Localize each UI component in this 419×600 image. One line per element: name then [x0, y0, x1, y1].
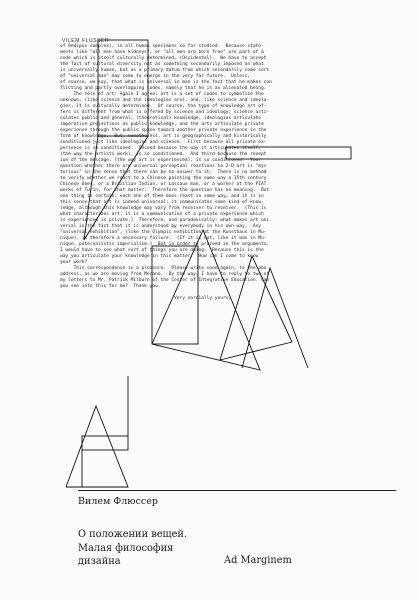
- letter-line: ments like "all men have kidneys", or "all men are born free" are part of a: [60, 50, 264, 55]
- letter-line: what characterizes art: it is a communication of a private experience which: [60, 212, 264, 217]
- letter-line: Very cordially yours,: [60, 296, 232, 301]
- letter-line: the fact of cultural diversity not as something secondarily imposed on what: [60, 62, 264, 67]
- letter-line: of course, we say, that what is universal in man is the fact that he makes con: [60, 80, 272, 85]
- cover-title-line-1: О положении вещей.: [78, 529, 188, 540]
- cover-author: Вилем Флюссер: [78, 496, 158, 507]
- letter-line: my letters to Mr. Patrick Milburn of the Center of Integrative Education. Can: [60, 278, 270, 283]
- overlay-triangle-bottom: [66, 406, 128, 487]
- cover-title-line-2: Малая философия: [78, 542, 174, 554]
- letter-line: fers is different from what is offered by science and ideology: science arti-: [60, 110, 270, 115]
- letter-line: perience is so conditioned. Second because the way it articulates itself,: [60, 146, 261, 151]
- overlay-rect-bottom: [82, 436, 128, 450]
- letter-line: (the way the artists work), is so conditioned. And third because the recept: [60, 152, 267, 157]
- letter-line: conditioned just like ideologies and science. First because all private ex-: [60, 140, 267, 145]
- letter-line: form of knowledge. But, nonetheless, art is geographically and historically: [60, 134, 267, 139]
- letter-line: unknown, (like science and the ideologies are), and, like science and ideolo-: [60, 98, 270, 103]
- letter-line: The role of art: Again I agree: art is a set of codes to symbolize the: [60, 92, 264, 97]
- letter-line: This correspondence is a pleasure. Please write soon again, to the abo: [60, 266, 267, 271]
- letter-line: ion of the message, (the way art is experienced), is so conditioned. Your: [60, 158, 261, 163]
- letter-line: terious" in the sense that there can be no answer to it. There is no method: [60, 170, 267, 175]
- letter-line: flicting and partly overlapping codes, namely that he is an alienated being.: [60, 86, 267, 91]
- divider-rule: [78, 490, 396, 491]
- typewritten-letter: [60, 44, 362, 302]
- letter-line: gies, it is culturally determined. Of course, the type of knowledge art of-: [60, 104, 267, 109]
- letter-line: of Oedipus complex), in all human specimens so far studied. Because state-: [60, 44, 264, 49]
- letter-author-header: VILEM FLUSSER: [62, 38, 110, 44]
- letter-line: ledge, although this knowledge may vary from receiver to receiver. (This is: [60, 206, 267, 211]
- letter-line: Chinese does, or a Brazilian Indian, or Lascaux man, or a worker at the FIAT: [60, 182, 267, 187]
- letter-line: is universally human, but as a primary datum from which secondarily some sort: [60, 68, 270, 73]
- letter-line: is experienced in private.) Therefore, and paradoxically: what makes art uni: [60, 218, 270, 223]
- letter-line: address, as we are moving from Merano. By the way, I have to reply to two of: [60, 272, 270, 277]
- letter-line: nique, paternalistic imperialism.) But in order to proceed in the arguments,: [60, 242, 270, 247]
- cover-publisher: Ad Marginem: [224, 555, 292, 566]
- letter-line: imperative projections as public knowledge, and the arts articulate private: [60, 122, 264, 127]
- letter-line: works of Turin, for that matter. Therefore the question has no meaning. But: [60, 188, 270, 193]
- letter-line: nique), is therefore a necessary failure. (If it is not, like it was in Mu-: [60, 236, 267, 241]
- letter-line: of "universal man" may come to emerge in the very far future. Unless,: [60, 74, 251, 79]
- cover-title: [78, 528, 187, 569]
- letter-line: "universal exhibition", (like the Olympic exhibition at the Kunsthaus in Mu-: [60, 230, 267, 235]
- letter-line: one thing is certain: each one of them does react in some way, and it is in: [60, 194, 264, 199]
- letter-line: you see into this for me? Thank you.: [60, 284, 161, 289]
- letter-line: culates public and general, (theoretical) knowledge, ideologies articulate: [60, 116, 261, 121]
- letter-line: your work?: [60, 260, 88, 265]
- letter-line: code which is itself culturally determined, (Occidental). We have to accept: [60, 56, 267, 61]
- letter-line: way you articulate your knowledge in this matter. How can I come to know: [60, 254, 259, 259]
- letter-line: to verify whether we react to a Chinese painting the same way a 15th century: [60, 176, 267, 181]
- letter-line: I would have to see what sort of things you are doing. Because this is the: [60, 248, 264, 253]
- cover-title-line-3: дизайна: [78, 556, 121, 568]
- letter-line: versal is the fact that it is understood by everybody in his own way. Any: [60, 224, 261, 229]
- letter-line: experience through the public space toward another private experience in the: [60, 128, 267, 133]
- letter-line: question whether there are universal perceptual reactions to 2-D art is "mys: [60, 164, 267, 169]
- letter-line: this sense that art is indeed universal: it communicates some kind of know-: [60, 200, 264, 205]
